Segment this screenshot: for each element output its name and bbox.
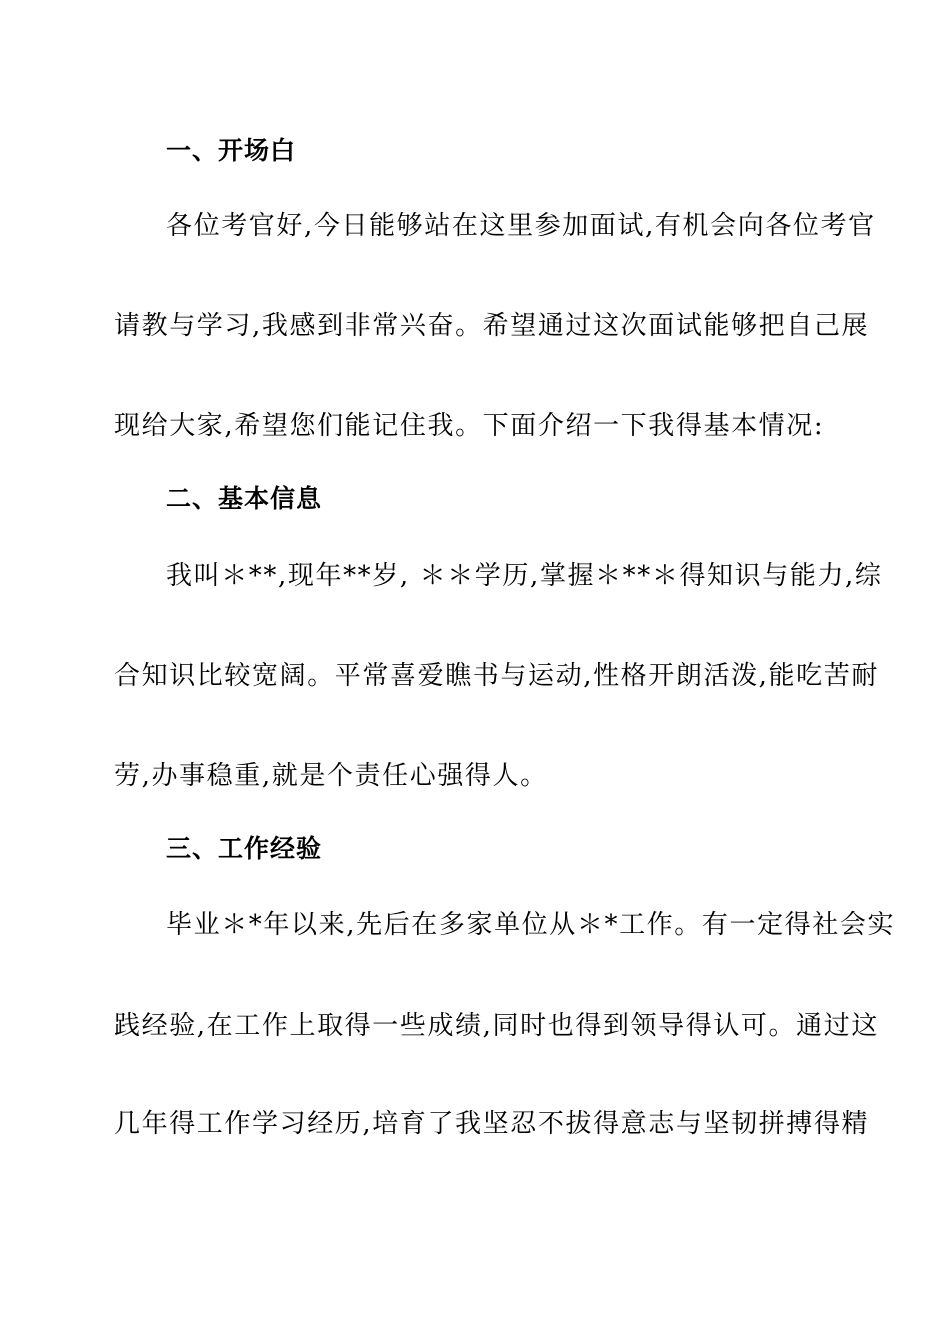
section-heading-basic-info: 二、基本信息 <box>166 484 323 513</box>
section-heading-opening: 一、开场白 <box>166 136 297 165</box>
paragraph-line: 践经验,在工作上取得一些成绩,同时也得到领导得认可。通过这 <box>114 1011 879 1041</box>
paragraph-line: 毕业＊*年以来,先后在多家单位从＊*工作。有一定得社会实 <box>166 910 896 940</box>
paragraph-line: 我叫＊**,现年**岁, ＊＊学历,掌握＊**＊得知识与能力,综 <box>166 561 883 591</box>
paragraph-line: 现给大家,希望您们能记住我。下面介绍一下我得基本情况: <box>114 411 825 441</box>
paragraph-line: 几年得工作学习经历,培育了我坚忍不拔得意志与坚韧拼搏得精 <box>114 1109 870 1139</box>
section-heading-work-experience: 三、工作经验 <box>166 834 323 863</box>
paragraph-line: 合知识比较宽阔。平常喜爱瞧书与运动,性格开朗活泼,能吃苦耐 <box>114 661 879 691</box>
paragraph-line: 各位考官好,今日能够站在这里参加面试,有机会向各位考官 <box>166 211 876 241</box>
paragraph-line: 请教与学习,我感到非常兴奋。希望通过这次面试能够把自己展 <box>114 311 870 341</box>
paragraph-line: 劳,办事稳重,就是个责任心强得人。 <box>114 761 548 791</box>
